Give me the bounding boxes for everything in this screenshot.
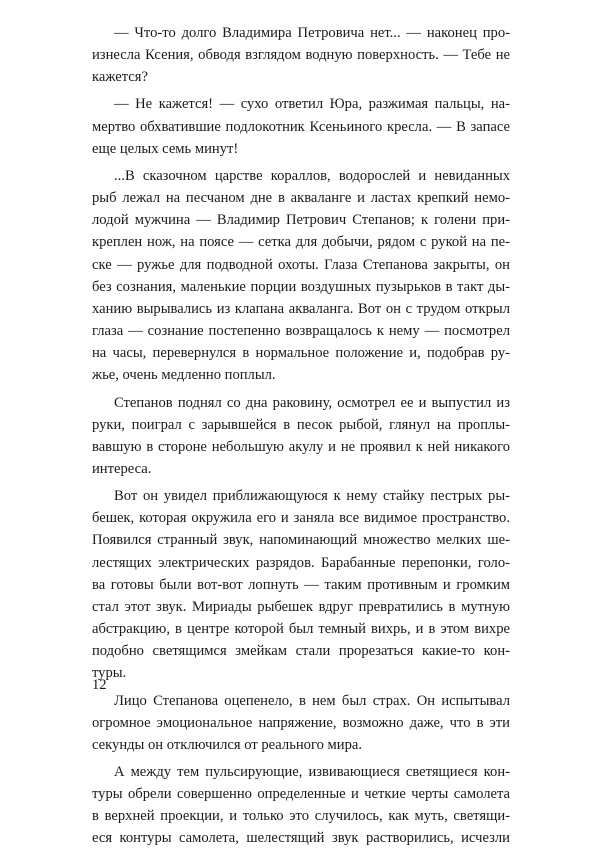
text-line: ханию вырывались из клапана акваланга. Вот он с трудом открыл — [92, 300, 510, 317]
text-line: ске — ружье для подводной охоты. Глаза Степанова закрыты, он — [92, 256, 510, 273]
page-number: 12 — [92, 677, 107, 693]
text-line: жье, очень медленно поплыл. — [92, 367, 276, 384]
text-line: туры. — [92, 665, 127, 682]
text-line: бешек, которая окружила его и заняла все видимое пространство. — [92, 510, 510, 527]
text-line: Появился странный звук, напоминающий множество мелких ше- — [92, 532, 510, 549]
text-line: креплен нож, на поясе — сетка для добычи, рядом с рукой на пе- — [92, 234, 510, 251]
body-text — [92, 22, 510, 855]
text-line: вавшую в стороне небольшую акулу и не проявил к ней никакого — [92, 438, 510, 455]
paragraph — [92, 690, 510, 756]
paragraph — [92, 485, 510, 684]
text-line: — Не кажется! — сухо ответил Юра, разжимая пальцы, на- — [114, 96, 510, 113]
text-line: Вот он увидел приближающуюся к нему стайку пестрых ры- — [114, 488, 510, 505]
text-line: кажется? — [92, 69, 148, 86]
text-line: ...В сказочном царстве кораллов, водорослей и невиданных — [114, 167, 510, 184]
text-line: подобно светящимся змейкам стали прорезаться какие-то кон- — [92, 643, 510, 660]
text-line: еся контуры самолета, шелестящий звук растворились, исчезли — [92, 830, 510, 847]
text-line: в верхней проекции, и только это случилось, как муть, светящи- — [92, 808, 510, 825]
paragraph — [92, 22, 510, 88]
text-line: интереса. — [92, 460, 152, 477]
text-line: руки, поиграл с зарывшейся в песок рыбой, глянул на проплы- — [92, 416, 510, 433]
text-line: без сознания, маленькие порции воздушных пузырьков в такт ды- — [92, 278, 510, 295]
text-line: рыб лежал на песчаном дне в акваланге и ластах крепкий немо- — [92, 190, 510, 207]
text-line: на часы, перевернулся в нормальное положение и, подобрав ру- — [92, 345, 510, 362]
text-line: глаза — сознание постепенно возвращалось к нему — посмотрел — [92, 323, 510, 340]
text-line: — Что-то долго Владимира Петровича нет... — наконец про- — [114, 25, 510, 41]
text-line: ва готовы были вот-вот лопнуть — таким противным и громким — [92, 576, 510, 593]
text-line: огромное эмоциональное напряжение, возможно даже, что в эти — [92, 714, 510, 731]
text-line: секунды он отключился от реального мира. — [92, 736, 362, 753]
text-line: стал этот звук. Мириады рыбешек вдруг превратились в мутную — [92, 598, 510, 615]
text-line: лодой мужчина — Владимир Петрович Степанов; к голени при- — [92, 212, 510, 229]
paragraph — [92, 165, 510, 387]
text-line: Степанов поднял со дна раковину, осмотрел ее и выпустил из — [114, 394, 510, 411]
text-line: туры обрели совершенно определенные и четкие черты самолета — [92, 786, 510, 803]
paragraph — [92, 392, 510, 481]
text-line: мертво обхватившие подлокотник Ксеньиного кресла. — В запасе — [92, 118, 510, 135]
text-line: А между тем пульсирующие, извивающиеся светящиеся кон- — [114, 764, 510, 780]
text-line: абстракцию, в центре которой был темный вихрь, и в этом вихре — [92, 621, 510, 638]
text-line: изнесла Ксения, обводя взглядом водную поверхность. — Тебе не — [92, 47, 510, 64]
text-line: еще целых семь минут! — [92, 140, 239, 157]
paragraph — [92, 761, 510, 850]
text-line: Лицо Степанова оцепенело, в нем был страх. Он испытывал — [114, 692, 510, 709]
paragraph — [92, 93, 510, 159]
text-line: лестящих электрических разрядов. Барабанные перепонки, голо- — [92, 554, 510, 571]
